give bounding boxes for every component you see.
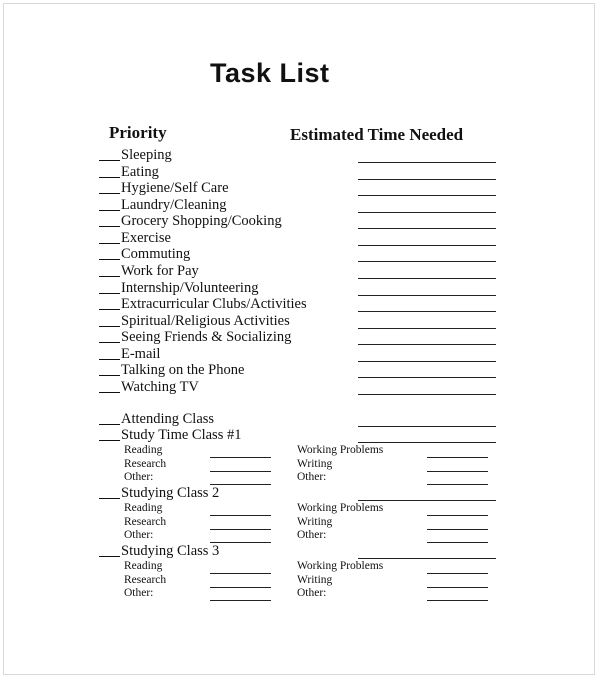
time-blank[interactable] <box>358 377 496 378</box>
subtask-label: Reading <box>124 560 163 572</box>
page-title: Task List <box>210 58 330 88</box>
subtask-label: Research <box>124 515 167 528</box>
subtask-time-blank[interactable] <box>210 600 271 601</box>
task-label: Studying Class 3 <box>121 543 220 559</box>
subtask-time-blank[interactable] <box>210 587 271 588</box>
task-row <box>99 379 199 395</box>
task-row <box>99 362 244 378</box>
time-blank[interactable] <box>358 558 496 559</box>
task-label: Talking on the Phone <box>121 362 245 379</box>
task-label: Commuting <box>121 246 191 263</box>
task-label: Sleeping <box>121 147 172 163</box>
time-blank[interactable] <box>358 361 496 362</box>
priority-blank[interactable] <box>99 246 120 260</box>
subtask-time-blank[interactable] <box>210 515 271 516</box>
task-row <box>99 180 229 196</box>
task-label: Seeing Friends & Socializing <box>121 329 292 346</box>
priority-blank[interactable] <box>99 427 120 441</box>
task-label: Laundry/Cleaning <box>121 196 227 213</box>
subtask-label: Reading <box>124 444 163 456</box>
priority-header: Priority <box>109 123 167 142</box>
task-label: Work for Pay <box>121 262 199 279</box>
task-row <box>99 197 227 213</box>
subtask-label: Other: <box>297 587 327 599</box>
subtask-time-blank[interactable] <box>427 542 488 543</box>
subtask-time-blank[interactable] <box>427 587 488 588</box>
time-blank[interactable] <box>358 394 496 395</box>
priority-blank[interactable] <box>99 164 120 178</box>
subtask-time-blank[interactable] <box>427 471 488 472</box>
task-row <box>99 427 241 443</box>
priority-blank[interactable] <box>99 296 120 310</box>
priority-blank[interactable] <box>99 543 120 557</box>
subtask-label: Other: <box>297 529 327 541</box>
subtask-label: Reading <box>124 502 163 514</box>
task-row <box>99 213 282 229</box>
task-row <box>99 485 219 501</box>
time-blank[interactable] <box>358 212 496 213</box>
time-blank[interactable] <box>358 344 496 345</box>
priority-blank[interactable] <box>99 213 120 227</box>
time-blank[interactable] <box>358 328 496 329</box>
priority-blank[interactable] <box>99 313 120 327</box>
subtask-time-blank[interactable] <box>427 457 488 458</box>
task-row <box>99 164 159 180</box>
subtask-label: Other: <box>124 529 154 541</box>
task-label: Attending Class <box>121 411 215 427</box>
time-blank[interactable] <box>358 311 496 312</box>
time-blank[interactable] <box>358 195 496 196</box>
subtask-time-blank[interactable] <box>210 471 271 472</box>
priority-blank[interactable] <box>99 263 120 277</box>
time-blank[interactable] <box>358 278 496 279</box>
task-label: Watching TV <box>121 378 199 395</box>
subtask-label: Research <box>124 457 167 470</box>
time-blank[interactable] <box>358 426 496 427</box>
subtask-time-blank[interactable] <box>427 515 488 516</box>
task-row <box>99 147 172 163</box>
subtask-time-blank[interactable] <box>427 529 488 530</box>
priority-blank[interactable] <box>99 411 120 425</box>
priority-blank[interactable] <box>99 362 120 376</box>
task-row <box>99 329 291 345</box>
subtask-label: Other: <box>124 471 154 483</box>
task-label: Spiritual/Religious Activities <box>121 312 290 329</box>
task-row <box>99 246 190 262</box>
subtask-label: Working Problems <box>297 444 384 456</box>
task-label: Hygiene/Self Care <box>121 180 229 197</box>
time-blank[interactable] <box>358 442 496 443</box>
time-blank[interactable] <box>358 261 496 262</box>
task-row <box>99 296 307 312</box>
subtask-label: Other: <box>297 471 327 483</box>
task-label: Exercise <box>121 229 171 246</box>
task-row <box>99 411 214 427</box>
time-blank[interactable] <box>358 245 496 246</box>
priority-blank[interactable] <box>99 346 120 360</box>
priority-blank[interactable] <box>99 230 120 244</box>
time-blank[interactable] <box>358 228 496 229</box>
priority-blank[interactable] <box>99 280 120 294</box>
task-row <box>99 280 258 296</box>
subtask-time-blank[interactable] <box>210 457 271 458</box>
priority-blank[interactable] <box>99 379 120 393</box>
priority-blank[interactable] <box>99 329 120 343</box>
task-label: Internship/Volunteering <box>121 279 259 296</box>
time-header: Estimated Time Needed <box>290 125 464 144</box>
priority-blank[interactable] <box>99 485 120 499</box>
task-row <box>99 543 219 559</box>
subtask-time-blank[interactable] <box>427 484 488 485</box>
subtask-label: Writing <box>297 573 333 586</box>
task-label: Grocery Shopping/Cooking <box>121 213 282 230</box>
subtask-time-blank[interactable] <box>210 529 271 530</box>
subtask-label: Research <box>124 573 167 586</box>
time-blank[interactable] <box>358 162 496 163</box>
task-row <box>99 230 171 246</box>
subtask-time-blank[interactable] <box>210 573 271 574</box>
task-row <box>99 313 290 329</box>
subtask-label: Other: <box>124 587 154 599</box>
subtask-time-blank[interactable] <box>427 600 488 601</box>
subtask-label: Writing <box>297 515 333 528</box>
task-label: E-mail <box>121 345 161 362</box>
time-blank[interactable] <box>358 179 496 180</box>
task-label: Study Time Class #1 <box>121 427 242 443</box>
subtask-label: Writing <box>297 457 333 470</box>
time-blank[interactable] <box>358 500 496 501</box>
subtask-label: Working Problems <box>297 502 384 514</box>
priority-blank[interactable] <box>99 197 120 211</box>
time-blank[interactable] <box>358 295 496 296</box>
task-row <box>99 263 199 279</box>
task-label: Extracurricular Clubs/Activities <box>121 296 307 313</box>
task-label: Eating <box>121 163 159 180</box>
priority-blank[interactable] <box>99 147 120 161</box>
subtask-label: Working Problems <box>297 560 384 572</box>
task-label: Studying Class 2 <box>121 485 220 501</box>
subtask-time-blank[interactable] <box>427 573 488 574</box>
task-row <box>99 346 160 362</box>
priority-blank[interactable] <box>99 180 120 194</box>
